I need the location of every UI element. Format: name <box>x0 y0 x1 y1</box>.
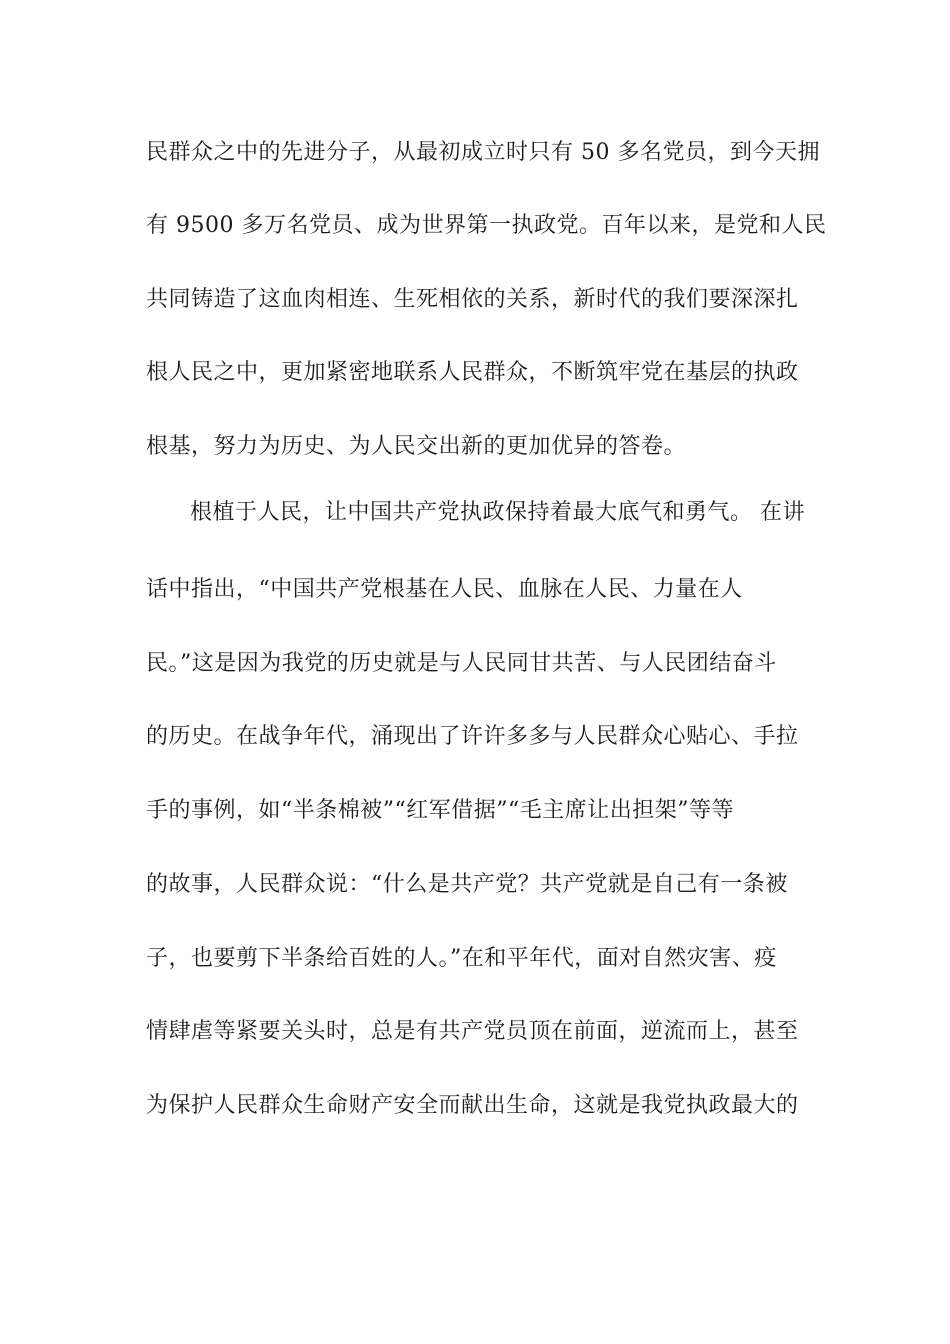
text-line: 根基，努力为历史、为人民交出新的更加优异的答卷。 <box>146 434 687 459</box>
text-line: 手的事例，如“半条棉被”“红军借据”“毛主席让出担架”等等 <box>146 798 734 823</box>
text-line: 话中指出，“中国共产党根基在人民、血脉在人民、力量在人 <box>146 577 743 602</box>
text-line: 民。”这是因为我党的历史就是与人民同甘共苦、与人民团结奋斗 <box>146 651 777 676</box>
paragraph-first-line: 根植于人民，让中国共产党执政保持着最大底气和勇气。 在讲 <box>190 500 805 525</box>
text-line: 有 9500 多万名党员、成为世界第一执政党。百年以来，是党和人民 <box>146 213 827 238</box>
text-line: 根人民之中，更加紧密地联系人民群众，不断筑牢党在基层的执政 <box>146 360 799 385</box>
text-line: 为保护人民群众生命财产安全而献出生命，这就是我党执政最大的 <box>146 1093 799 1118</box>
text-line: 共同铸造了这血肉相连、生死相依的关系，新时代的我们要深深扎 <box>146 287 799 312</box>
text-line: 的历史。在战争年代，涌现出了许许多多与人民群众心贴心、手拉 <box>146 724 799 749</box>
text-line: 的故事，人民群众说：“什么是共产党？共产党就是自己有一条被 <box>146 872 788 897</box>
text-line: 情肆虐等紧要关头时，总是有共产党员顶在前面，逆流而上，甚至 <box>146 1019 799 1044</box>
text-line: 子，也要剪下半条给百姓的人。”在和平年代，面对自然灾害、疫 <box>146 946 777 971</box>
text-line: 民群众之中的先进分子，从最初成立时只有 50 多名党员，到今天拥 <box>146 140 820 165</box>
